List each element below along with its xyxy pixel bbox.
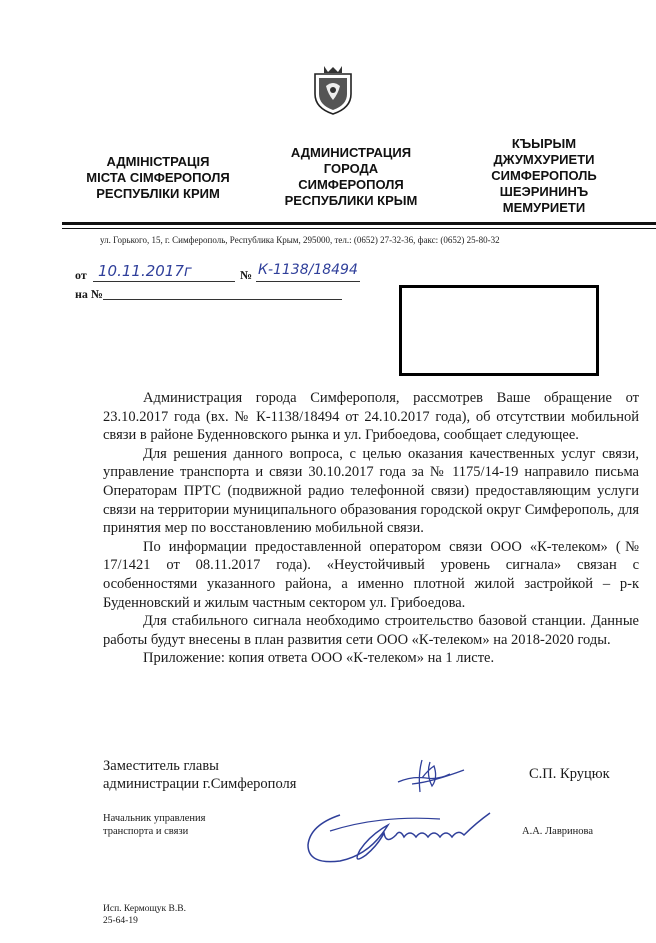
address-line: ул. Горького, 15, г. Симферополь, Республика Крым, 295000, тел.: (0652) 27-32-36, факс: (0652) 25-80-32 <box>100 235 500 245</box>
body-paragraph: Для решения данного вопроса, с целью оказания качественных услуг связи, управление транспорта и связи 30.10.2017 года за № 1175/14-19 направило письма Операторам ПРТС (подвижной радио телефонной связи) предоставляющим услуги связи на территории муниципального образования городской округ Симферополь, для принятия мер по восстановлению мобильной связи. <box>103 445 639 537</box>
coat-of-arms-emblem <box>312 64 354 116</box>
redacted-addressee-box <box>399 285 599 376</box>
num-handwritten: К-1138/18494 <box>258 262 358 278</box>
on-underline <box>103 299 342 300</box>
head-signature <box>300 795 500 880</box>
header-crh <box>474 136 614 216</box>
body-paragraph: Для стабильного сигнала необходимо строительство базовой станции. Данные работы будут внесены в план развития сети ООО «К-телеком» на 2018-2020 годы. <box>103 613 639 648</box>
from-underline <box>93 281 235 282</box>
head-name: А.А. Лавринова <box>522 826 593 837</box>
header-ru-line: СИМФЕРОПОЛЯ <box>298 177 404 192</box>
header-crh-line: ШЕЭРИНИНЪ <box>499 184 589 199</box>
header-ua <box>78 154 238 202</box>
header-ua-line: РЕСПУБЛІКИ КРИМ <box>96 186 220 201</box>
deputy-title-line2: администрации г.Симферополя <box>103 776 297 792</box>
from-label: от <box>75 268 87 282</box>
num-label: № <box>240 268 253 282</box>
executor-name: Исп. Кермощук В.В. <box>103 904 186 914</box>
header-crh-line: СИМФЕРОПОЛЬ <box>491 168 597 183</box>
header-crh-line: МЕМУРИЕТИ <box>502 200 586 215</box>
header-ua-line: МІСТА СІМФЕРОПОЛЯ <box>86 170 230 185</box>
header-ru-line: АДМИНИСТРАЦИЯ <box>290 145 412 160</box>
body-paragraph: Приложение: копия ответа ООО «К-телеком» на 1 листе. <box>143 650 495 667</box>
header-crh-line: КЪЫРЫМ <box>511 136 577 151</box>
executor-phone: 25-64-19 <box>103 916 138 926</box>
header-crh-line: ДЖУМХУРИЕТИ <box>493 152 595 167</box>
deputy-title <box>103 757 296 793</box>
deputy-title-line1: Заместитель главы <box>103 758 219 774</box>
header-ru-line: РЕСПУБЛИКИ КРЫМ <box>284 193 418 208</box>
executor-block <box>103 903 186 927</box>
head-title-line2: транспорта и связи <box>103 826 189 837</box>
letter-body <box>103 389 639 668</box>
num-underline <box>256 281 360 282</box>
header-ru-line: ГОРОДА <box>323 161 379 176</box>
header-ua-line: АДМІНІСТРАЦІЯ <box>106 154 210 169</box>
body-paragraph: По информации предоставленной оператором связи ООО «К-телеком» (№ 17/1421 от 08.11.2017 года). «Неустойчивый уровень сигнала» связан с особенностями указанного района, а именно плотной жилой застройкой – р-к Буденновский и жилым частным сектором ул. Грибоедова. <box>103 538 639 611</box>
on-label: на № <box>75 287 103 301</box>
deputy-name: С.П. Круцюк <box>529 766 610 782</box>
head-title <box>103 812 205 838</box>
head-title-line1: Начальник управления <box>103 813 206 824</box>
body-paragraph: Администрация города Симферополя, рассмотрев Ваше обращение от 23.10.2017 года (вх. № К-1138/18494 от 24.10.2017 года), об отсутствии мобильной связи в районе Буденновского рынка и ул. Грибоедова, сообщает следующее. <box>103 390 639 444</box>
header-ru <box>266 145 436 209</box>
from-date-handwritten: 10.11.2017г <box>98 262 192 280</box>
header-rule-thin <box>62 228 656 229</box>
header-rule-thick <box>62 222 656 225</box>
